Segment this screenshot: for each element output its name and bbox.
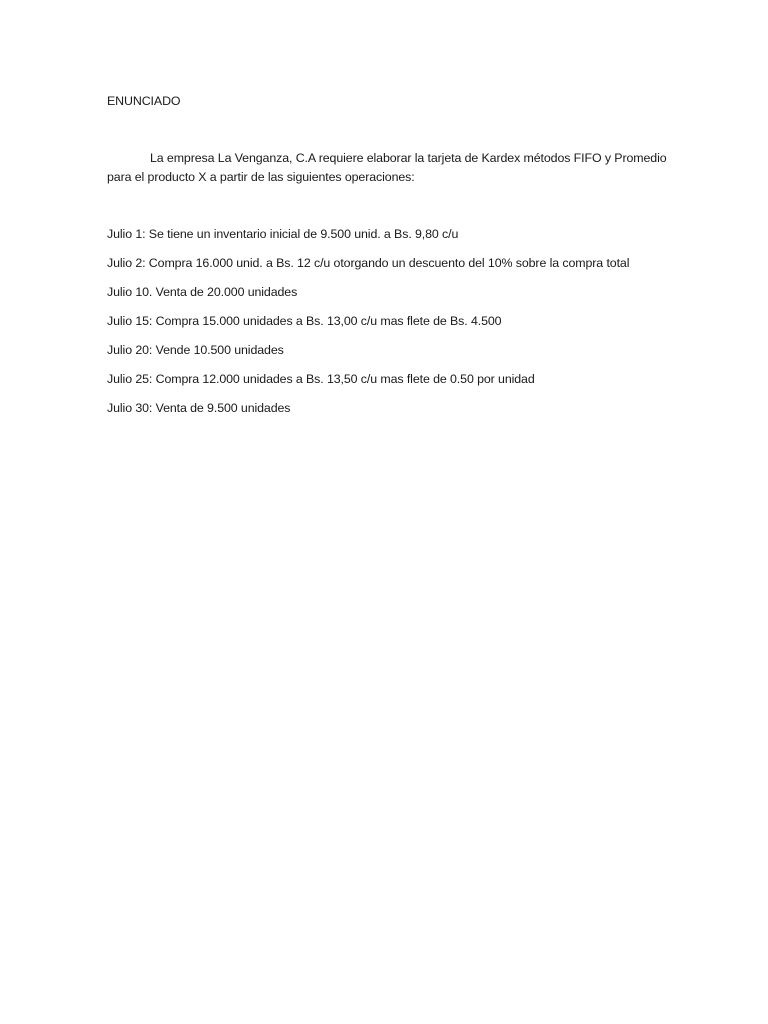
operation-item: Julio 2: Compra 16.000 unid. a Bs. 12 c/u otorgando un descuento del 10% sobre la compra total [107,256,630,270]
intro-paragraph: La empresa La Venganza, C.A requiere elaborar la tarjeta de Kardex métodos FIFO y Promedio para el producto X a partir de las siguientes operaciones: [107,151,667,184]
operations-list [107,225,667,418]
operation-item: Julio 10. Venta de 20.000 unidades [107,285,298,299]
operation-item: Julio 20: Vende 10.500 unidades [107,343,284,357]
document-body [107,92,667,428]
document-heading: ENUNCIADO [107,94,181,108]
operation-item: Julio 25: Compra 12.000 unidades a Bs. 13,50 c/u mas flete de 0.50 por unidad [107,372,535,386]
operation-item: Julio 1: Se tiene un inventario inicial de 9.500 unid. a Bs. 9,80 c/u [107,227,459,241]
operation-item: Julio 30: Venta de 9.500 unidades [107,401,291,415]
operation-item: Julio 15: Compra 15.000 unidades a Bs. 13,00 c/u mas flete de Bs. 4.500 [107,314,502,328]
